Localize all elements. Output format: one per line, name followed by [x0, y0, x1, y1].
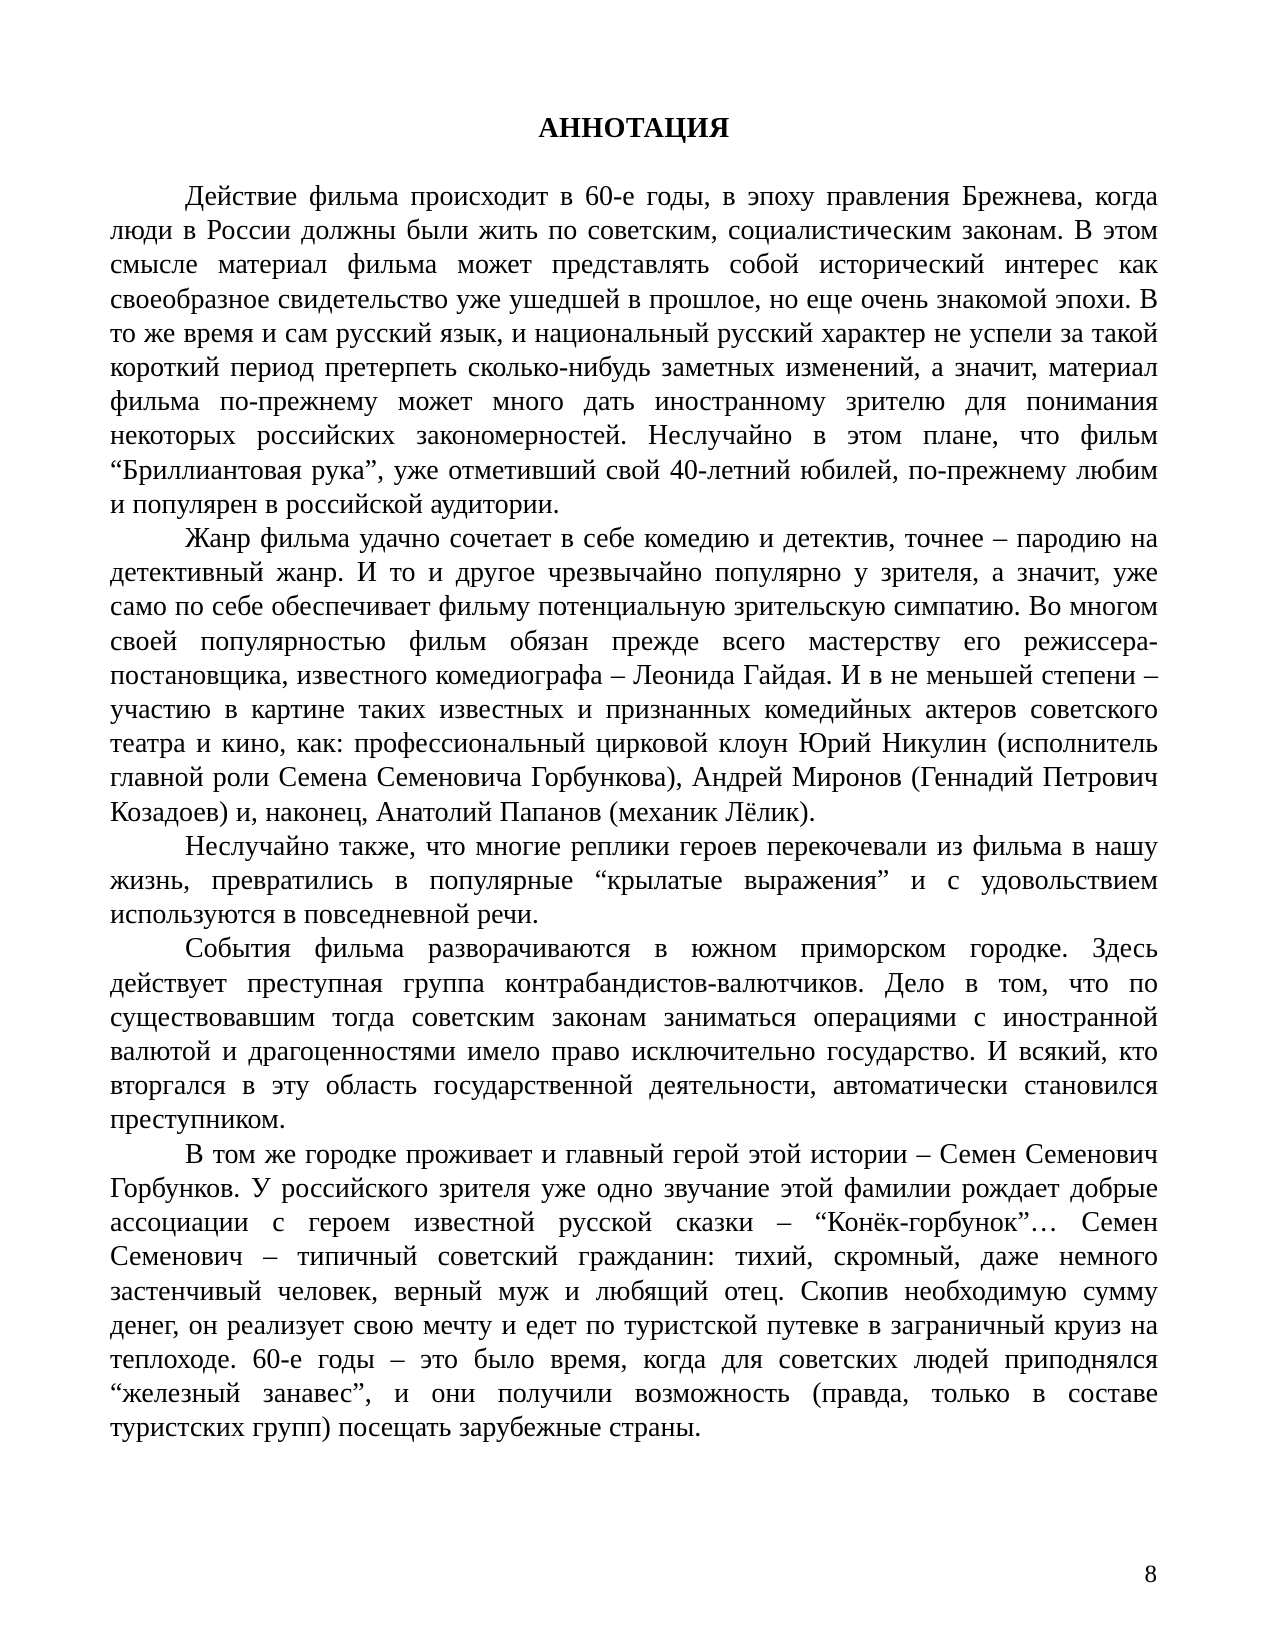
paragraph-main-hero: В том же городке проживает и главный герой этой истории – Семен Семенович Горбунков. У российского зрителя уже одно звучание этой фамилии рождает добрые ассоциации с героем известной русской сказки – “Конёк-горбунок”… Семен Семенович – типичный советский гражданин: тихий, скромный, даже немного застенчивый человек, верный муж и любящий отец. Скопив необходимую сумму денег, он реализует свою мечту и едет по туристской путевке в заграничный круиз на теплоходе. 60-е годы – это было время, когда для советских людей приподнялся “железный занавес”, и они получили возможность (правда, только в составе туристских групп) посещать зарубежные страны. — [110, 1138, 1158, 1444]
page-number: 8 — [1144, 1561, 1157, 1588]
paragraph-catchphrases: Неслучайно также, что многие реплики героев перекочевали из фильма в нашу жизнь, превратились в популярные “крылатые выражения” и с удовольствием используются в повседневной речи. — [110, 830, 1158, 931]
paragraph-setting-era: Действие фильма происходит в 60-е годы, в эпоху правления Брежнева, когда люди в России должны были жить по советским, социалистическим законам. В этом смысле материал фильма может представлять собой исторический интерес как своеобразное свидетельство уже ушедшей в прошлое, но еще очень знакомой эпохи. В то же время и сам русский язык, и национальный русский характер не успели за такой короткий период претерпеть сколько-нибудь заметных изменений, а значит, материал фильма по-прежнему может много дать иностранному зрителю для понимания некоторых российских закономерностей. Неслучайно в этом плане, что фильм “Бриллиантовая рука”, уже отметивший свой 40-летний юбилей, по-прежнему любим и популярен в российской аудитории. — [110, 181, 1158, 520]
paragraph-genre-cast: Жанр фильма удачно сочетает в себе комедию и детектив, точнее – пародию на детективный жанр. И то и другое чрезвычайно популярно у зрителя, а значит, уже само по себе обеспечивает фильму потенциальную зрительскую симпатию. Во многом своей популярностью фильм обязан прежде всего мастерству его режиссера-постановщика, известного комедиографа – Леонида Гайдая. И в не меньшей степени – участию в картине таких известных и признанных комедийных актеров советского театра и кино, как: профессиональный цирковой клоун Юрий Никулин (исполнитель главной роли Семена Семеновича Горбункова), Андрей Миронов (Геннадий Петрович Козадоев) и, наконец, Анатолий Папанов (механик Лёлик). — [110, 523, 1158, 828]
paragraph-plot-setting: События фильма разворачиваются в южном приморском городке. Здесь действует преступная группа контрабандистов-валютчиков. Дело в том, что по существовавшим тогда советским законам заниматься операциями с иностранной валютой и драгоценностями имело право исключительно государство. И всякий, кто вторгался в эту область государственной деятельности, автоматически становился преступником. — [110, 933, 1158, 1136]
document-title: АННОТАЦИЯ — [538, 113, 730, 144]
document-body — [110, 112, 1158, 1446]
